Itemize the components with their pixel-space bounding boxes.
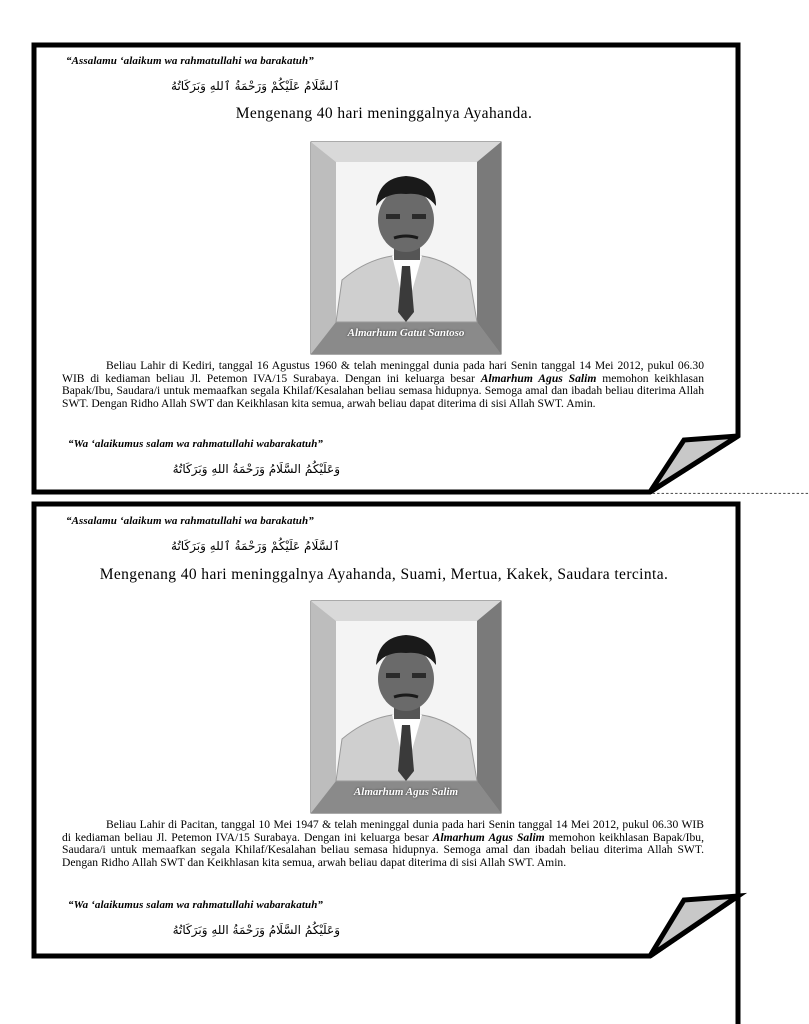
photo-caption: Almarhum Gatut Santoso: [347, 327, 465, 339]
photo-caption: Almarhum Agus Salim: [353, 786, 459, 798]
photo-frame: [311, 142, 501, 354]
page-title: Mengenang 40 hari meninggalnya Ayahanda.: [235, 105, 533, 122]
reply-arabic: وَعَلَيْكُمُ السَّلَامُ وَرَحْمَةُ اللهِ وَبَرَكَاتُهُ: [172, 923, 340, 937]
biography-text: Beliau Lahir di Pacitan, tanggal 10 Mei 1947 & telah meninggal dunia pada hari Senin tanggal 14 Mei 2012, pukul 06.30 WIB di kediaman beliau Jl. Petemon IVA/15 Surabaya. Dengan ini keluarga besar Almarhum Agus Salim memohon keikhlasan Bapak/Ibu, Saudara/i untuk memaafkan segala Khilaf/Kesalahan beliau semasa hidupnya. Semoga amal dan ibadah beliau diterima Allah SWT. Dengan Ridho Allah SWT dan Keikhlasan kita semua, arwah beliau dapat diterima di sisi Allah SWT. Amin.: [62, 818, 705, 869]
reply-arabic: وَعَلَيْكُمُ السَّلَامُ وَرَحْمَةُ اللهِ وَبَرَكَاتُهُ: [172, 462, 340, 476]
deceased-name: Almarhum Agus Salim: [480, 371, 597, 385]
deceased-name: Almarhum Agus Salim: [432, 830, 545, 844]
reply-greeting: “Wa ‘alaikumus salam wa rahmatullahi wabarakatuh”: [68, 438, 324, 450]
memorial-card-1: [0, 0, 809, 500]
greeting: “Assalamu ‘alaikum wa rahmatullahi wa barakatuh”: [66, 55, 314, 67]
biography-text: Beliau Lahir di Kediri, tanggal 16 Agustus 1960 & telah meninggal dunia pada hari Senin tanggal 14 Mei 2012, pukul 06.30 WIB di kediaman beliau Jl. Petemon IVA/15 Surabaya. Dengan ini keluarga besar Almarhum Agus Salim memohon keikhlasan Bapak/Ibu, Saudara/i untuk memaafkan segala Khilaf/Kesalahan beliau semasa hidupnya. Semoga amal dan ibadah beliau diterima Allah SWT. Dengan Ridho Allah SWT dan Keikhlasan kita semua, arwah beliau dapat diterima di sisi Allah SWT. Amin.: [62, 359, 704, 410]
portrait-photo: [336, 621, 477, 781]
greeting: “Assalamu ‘alaikum wa rahmatullahi wa barakatuh”: [66, 515, 314, 527]
greeting-arabic: ٱلسَّلَامُ عَلَيْكُمْ وَرَحْمَةُ ٱللهِ وَبَرَكَاتُهُ: [171, 79, 340, 93]
memorial-card-2: [0, 500, 768, 960]
portrait-photo: [336, 162, 477, 322]
page-title: Mengenang 40 hari meninggalnya Ayahanda, Suami, Mertua, Kakek, Saudara tercinta.: [99, 566, 669, 583]
cut-line: ---------------------------------------------------------------------------------------------------------------------------------------------------------------------: [66, 489, 809, 499]
reply-greeting: “Wa ‘alaikumus salam wa rahmatullahi wabarakatuh”: [68, 899, 324, 911]
photo-frame: [311, 601, 501, 813]
greeting-arabic: ٱلسَّلَامُ عَلَيْكُمْ وَرَحْمَةُ ٱللهِ وَبَرَكَاتُهُ: [171, 539, 340, 553]
